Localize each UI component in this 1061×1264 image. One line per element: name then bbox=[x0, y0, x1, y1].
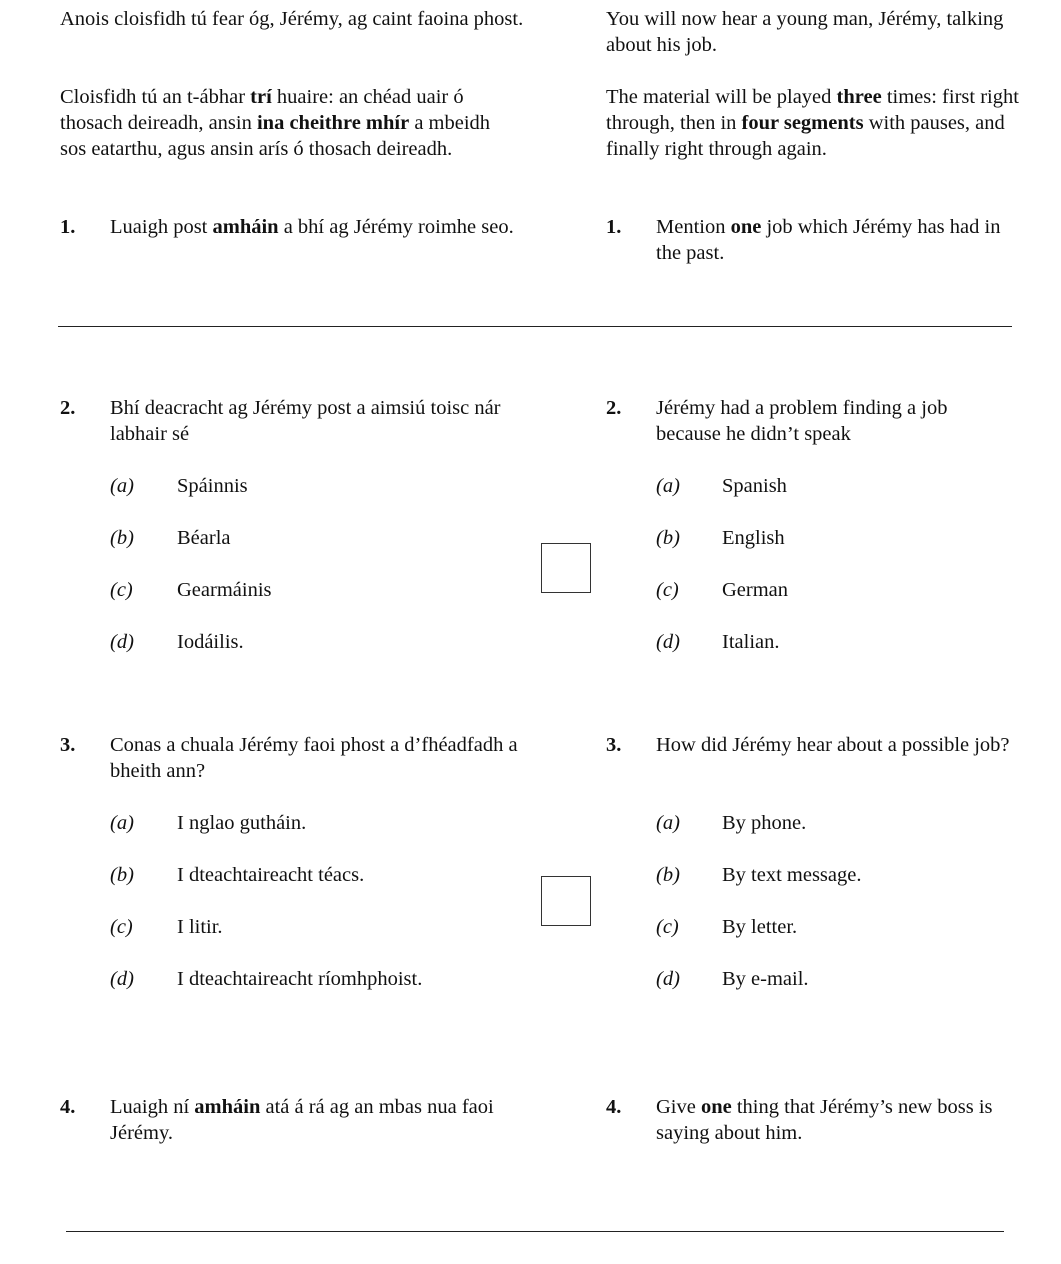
q4-text-irish: Luaigh ní amháin atá á rá ag an mbas nua faoi Jérémy. bbox=[110, 1096, 494, 1144]
intro-english-1: You will now hear a young man, Jérémy, talking about his job. bbox=[606, 8, 1004, 56]
q4-number-irish: 4. bbox=[60, 1096, 76, 1118]
q2-option-c-letter-en: (c) bbox=[656, 579, 679, 601]
intro-irish-1: Anois cloisfidh tú fear óg, Jérémy, ag caint faoina phost. bbox=[60, 8, 524, 30]
q2-option-b-english: English bbox=[722, 527, 785, 549]
q2-option-a-letter-en: (a) bbox=[656, 475, 680, 497]
q1-number-irish: 1. bbox=[60, 216, 76, 238]
q3-option-d-letter-en: (d) bbox=[656, 968, 680, 990]
q2-option-a-irish: Spáinnis bbox=[177, 475, 248, 497]
q3-option-b-irish: I dteachtaireacht téacs. bbox=[177, 864, 365, 886]
q1-text-english: Mention one job which Jérémy has had in the past. bbox=[656, 216, 1001, 264]
q3-text-irish: Conas a chuala Jérémy faoi phost a d’fhéadfadh a bheith ann? bbox=[110, 734, 518, 782]
q2-answer-box[interactable] bbox=[541, 543, 591, 593]
q3-number-english: 3. bbox=[606, 734, 622, 756]
q2-option-a-letter: (a) bbox=[110, 475, 134, 497]
q2-option-c-english: German bbox=[722, 579, 789, 601]
q3-text-english: How did Jérémy hear about a possible job? bbox=[656, 734, 1010, 756]
q3-option-a-irish: I nglao gutháin. bbox=[177, 812, 307, 834]
q1-number-english: 1. bbox=[606, 216, 622, 238]
q2-option-c-letter: (c) bbox=[110, 579, 133, 601]
q4-answer-line[interactable] bbox=[66, 1231, 1004, 1232]
q3-answer-box[interactable] bbox=[541, 876, 591, 926]
q3-number-irish: 3. bbox=[60, 734, 76, 756]
q3-option-a-letter: (a) bbox=[110, 812, 134, 834]
intro-irish-2: Cloisfidh tú an t-ábhar trí huaire: an chéad uair ó thosach deireadh, ansin ina cheithre mhír a mbeidh sos eatarthu, agus ansin arís ó thosach deireadh. bbox=[60, 86, 491, 160]
q2-option-b-letter-en: (b) bbox=[656, 527, 680, 549]
q2-option-a-english: Spanish bbox=[722, 475, 787, 497]
q2-text-english: Jérémy had a problem finding a job because he didn’t speak bbox=[656, 397, 948, 445]
q4-text-english: Give one thing that Jérémy’s new boss is saying about him. bbox=[656, 1096, 993, 1144]
q2-option-c-irish: Gearmáinis bbox=[177, 579, 272, 601]
q3-option-d-letter: (d) bbox=[110, 968, 134, 990]
q2-option-d-irish: Iodáilis. bbox=[177, 631, 244, 653]
q3-option-c-irish: I litir. bbox=[177, 916, 223, 938]
q3-option-a-english: By phone. bbox=[722, 812, 807, 834]
q3-option-c-english: By letter. bbox=[722, 916, 798, 938]
q3-option-b-letter-en: (b) bbox=[656, 864, 680, 886]
q1-answer-line[interactable] bbox=[58, 326, 1012, 327]
q2-option-d-english: Italian. bbox=[722, 631, 780, 653]
q3-option-b-english: By text message. bbox=[722, 864, 862, 886]
q2-number-irish: 2. bbox=[60, 397, 76, 419]
q3-option-c-letter: (c) bbox=[110, 916, 133, 938]
q2-option-b-letter: (b) bbox=[110, 527, 134, 549]
q2-option-d-letter: (d) bbox=[110, 631, 134, 653]
q2-number-english: 2. bbox=[606, 397, 622, 419]
intro-english-2: The material will be played three times: first right through, then in four segments with pauses, and finally right through again. bbox=[606, 86, 1019, 160]
q4-number-english: 4. bbox=[606, 1096, 622, 1118]
q1-text-irish: Luaigh post amháin a bhí ag Jérémy roimhe seo. bbox=[110, 216, 514, 238]
q2-text-irish: Bhí deacracht ag Jérémy post a aimsiú toisc nár labhair sé bbox=[110, 397, 501, 445]
q3-option-d-english: By e-mail. bbox=[722, 968, 809, 990]
q3-option-c-letter-en: (c) bbox=[656, 916, 679, 938]
q3-option-b-letter: (b) bbox=[110, 864, 134, 886]
q2-option-b-irish: Béarla bbox=[177, 527, 231, 549]
q2-option-d-letter-en: (d) bbox=[656, 631, 680, 653]
q3-option-a-letter-en: (a) bbox=[656, 812, 680, 834]
q3-option-d-irish: I dteachtaireacht ríomhphoist. bbox=[177, 968, 423, 990]
